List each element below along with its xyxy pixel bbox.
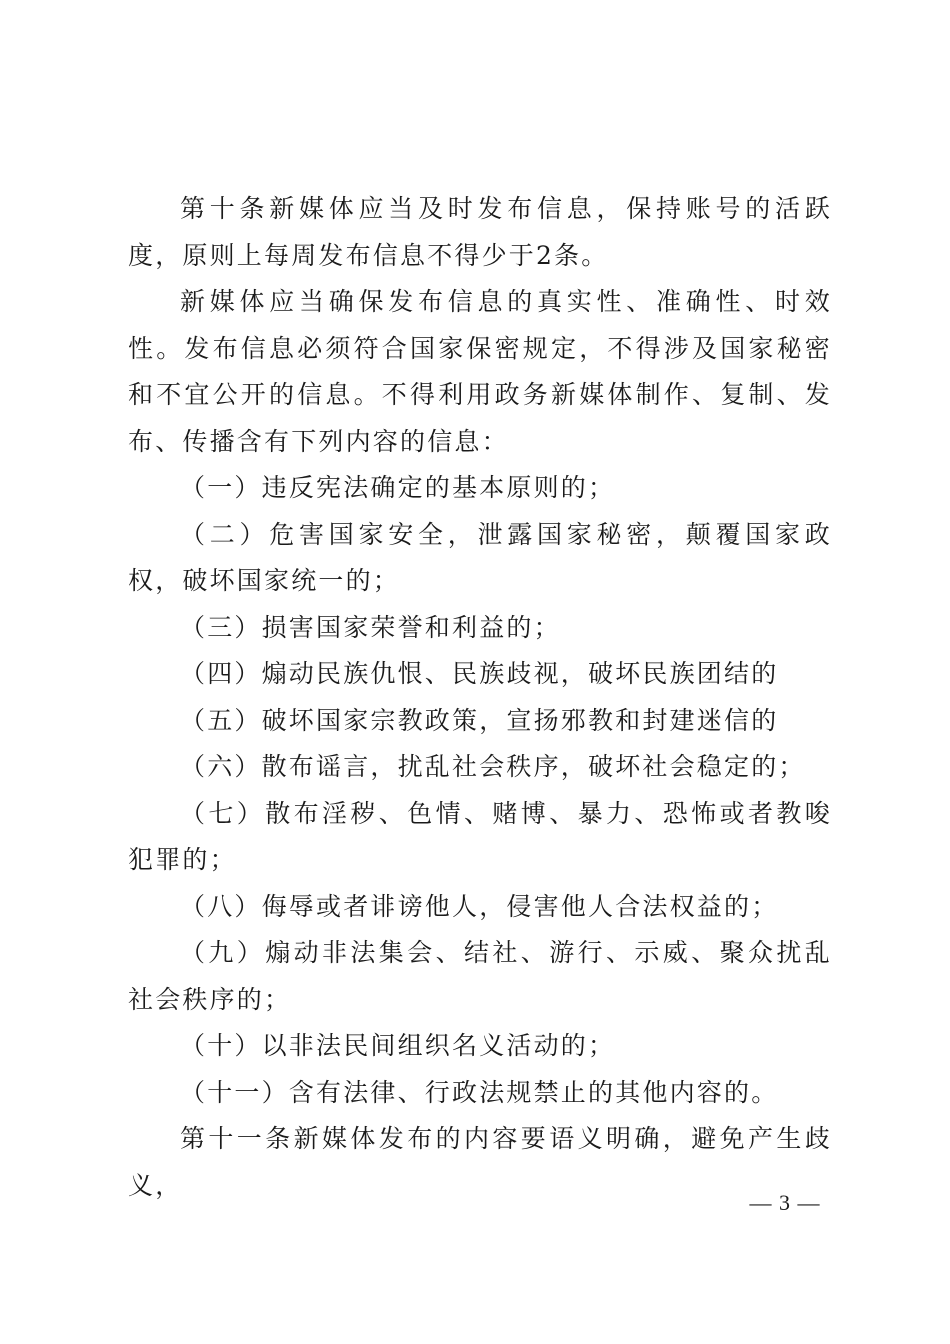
list-item-9: （九）煽动非法集会、结社、游行、示威、聚众扰乱社会秩序的； — [128, 938, 832, 1014]
list-item-4: （四）煽动民族仇恨、民族歧视，破坏民族团结的 — [180, 659, 779, 688]
list-item-10: （十）以非法民间组织名义活动的； — [180, 1031, 616, 1060]
paragraph-article-10: 第十条新媒体应当及时发布信息，保持账号的活跃度，原则上每周发布信息不得少于2条。 — [128, 194, 832, 270]
paragraph-article-11: 第十一条新媒体发布的内容要语义明确，避免产生歧义， — [128, 1124, 832, 1200]
list-item-2: （二）危害国家安全，泄露国家秘密，颠覆国家政权，破坏国家统一的； — [128, 519, 832, 595]
list-item-8: （八）侮辱或者诽谤他人，侵害他人合法权益的； — [180, 891, 779, 921]
list-item-7: （七）散布淫秽、色情、赌博、暴力、恐怖或者教唆犯罪的； — [128, 798, 832, 874]
document-body — [128, 186, 832, 1209]
page-number: — 3 — — [749, 1190, 821, 1215]
list-item-1: （一）违反宪法确定的基本原则的； — [180, 473, 616, 502]
list-item-3: （三）损害国家荣誉和利益的； — [180, 612, 561, 642]
list-item-11: （十一）含有法律、行政法规禁止的其他内容的。 — [180, 1077, 779, 1107]
list-item-6: （六）散布谣言，扰乱社会秩序，破坏社会稳定的； — [180, 752, 806, 781]
paragraph-publishing-requirements: 新媒体应当确保发布信息的真实性、准确性、时效性。发布信息必须符合国家保密规定，不得涉及国家秘密和不宜公开的信息。不得利用政务新媒体制作、复制、发布、传播含有下列内容的信息： — [128, 287, 832, 456]
list-item-5: （五）破坏国家宗教政策，宣扬邪教和封建迷信的 — [180, 705, 779, 735]
